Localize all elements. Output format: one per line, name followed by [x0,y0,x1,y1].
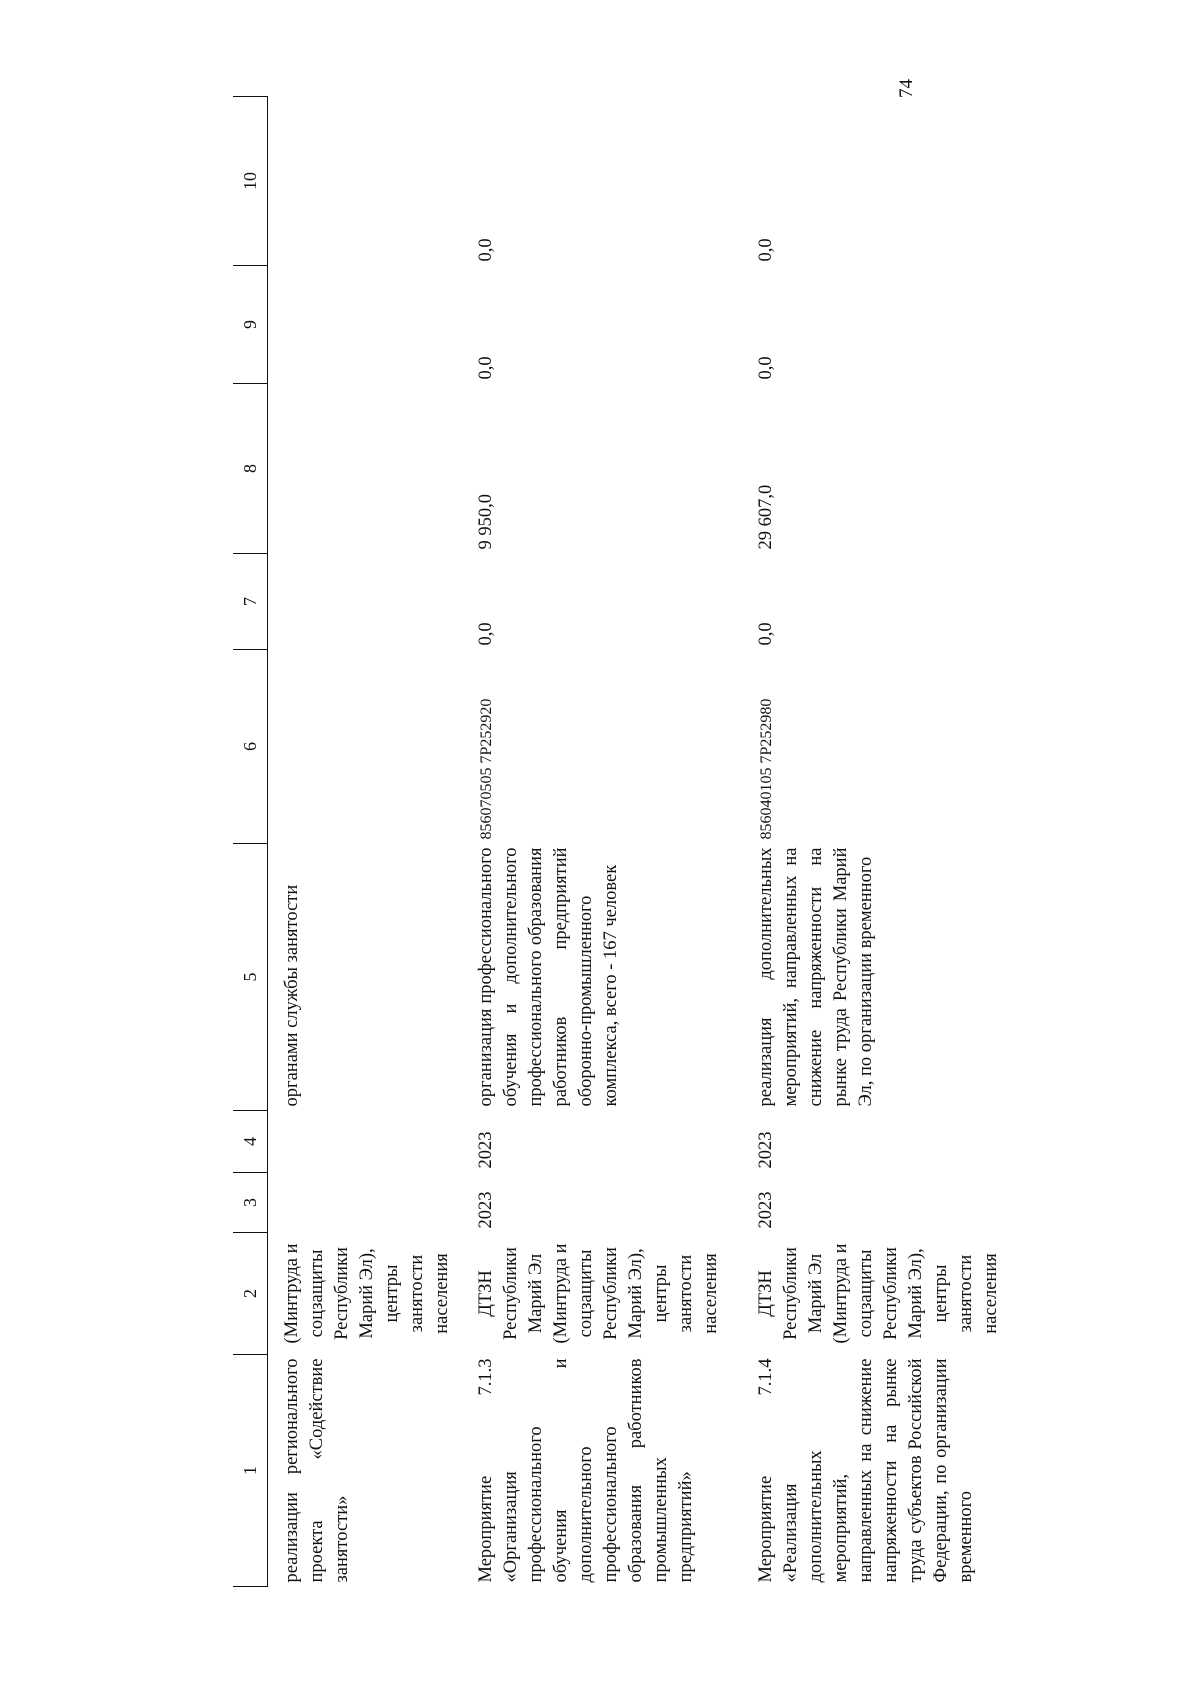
cell-value-10 [268,97,462,266]
column-header-3: 3 [233,1173,268,1233]
header-row [233,97,268,1587]
cell-value-8: 29 607,0 [755,484,776,550]
cell-measure-name: Мероприятие 7.1.3 «Организация профессионального обучения и дополнительного профессионального образования работников промышленных предприятий» [475,1358,696,1583]
cell-executor: ДТЗН Республики Марий Эл (Минтруда и соцзащиты Республики Марий Эл), центры занятости населения [475,1243,721,1344]
column-header-6: 6 [233,650,268,844]
column-header-1: 1 [233,1355,268,1587]
cell-value-8: 9 950,0 [475,494,496,550]
column-header-4: 4 [233,1111,268,1173]
budget-table [233,96,1004,1587]
cell-value-7 [268,554,462,650]
cell-value-8 [268,384,462,554]
cell-budget-code [268,650,462,844]
cell-executor: ДТЗН Республики Марий Эл (Минтруда и соцзащиты Республики Марий Эл), центры занятости населения [755,1243,1001,1344]
column-header-9: 9 [233,266,268,384]
cell-value-9 [268,266,462,384]
cell-executor: (Минтруда и соцзащиты Республики Марий Эл), центры занятости населения [282,1243,452,1344]
cell-result: органами службы занятости [282,884,302,1107]
cell-start-year [268,1173,462,1233]
column-header-2: 2 [233,1233,268,1355]
cell-value-10: 0,0 [755,238,776,262]
column-header-10: 10 [233,97,268,266]
cell-value-9: 0,0 [475,356,496,380]
cell-value-7: 0,0 [755,622,776,646]
cell-value-9: 0,0 [755,356,776,380]
cell-measure-name: Мероприятие 7.1.4 «Реализация дополнительных мероприятий, направленных на снижение напряженности на рынке труда субъектов Российской Федерации, по организации временного [755,1358,976,1583]
cell-budget-code: 856040105 7P252980 [757,698,775,840]
column-header-8: 8 [233,384,268,554]
cell-start-year: 2023 [755,1191,776,1229]
table-row [742,97,1004,1587]
column-header-5: 5 [233,844,268,1111]
table-row [462,97,742,1587]
cell-value-10: 0,0 [475,238,496,262]
cell-value-7: 0,0 [475,622,496,646]
cell-end-year: 2023 [755,1131,776,1169]
cell-result: реализация дополнительных мероприятий, направленных на снижение напряженности на рынке труда Республики Марий Эл, по организации временного [755,847,876,1107]
cell-start-year: 2023 [475,1191,496,1229]
column-header-7: 7 [233,554,268,650]
page-number: 74 [896,79,917,98]
cell-end-year [268,1111,462,1173]
cell-result: организация профессионального обучения и дополнительного профессионального образования работников предприятий оборонно-промышленного комплекса, всего - 167 человек [475,847,621,1107]
rotated-table-container [233,97,1004,1587]
cell-end-year: 2023 [475,1131,496,1169]
cell-measure-name: реализации регионального проекта «Содействие занятости» [282,1358,352,1583]
cell-budget-code: 856070505 7P252920 [477,698,495,840]
table-row [268,97,462,1587]
